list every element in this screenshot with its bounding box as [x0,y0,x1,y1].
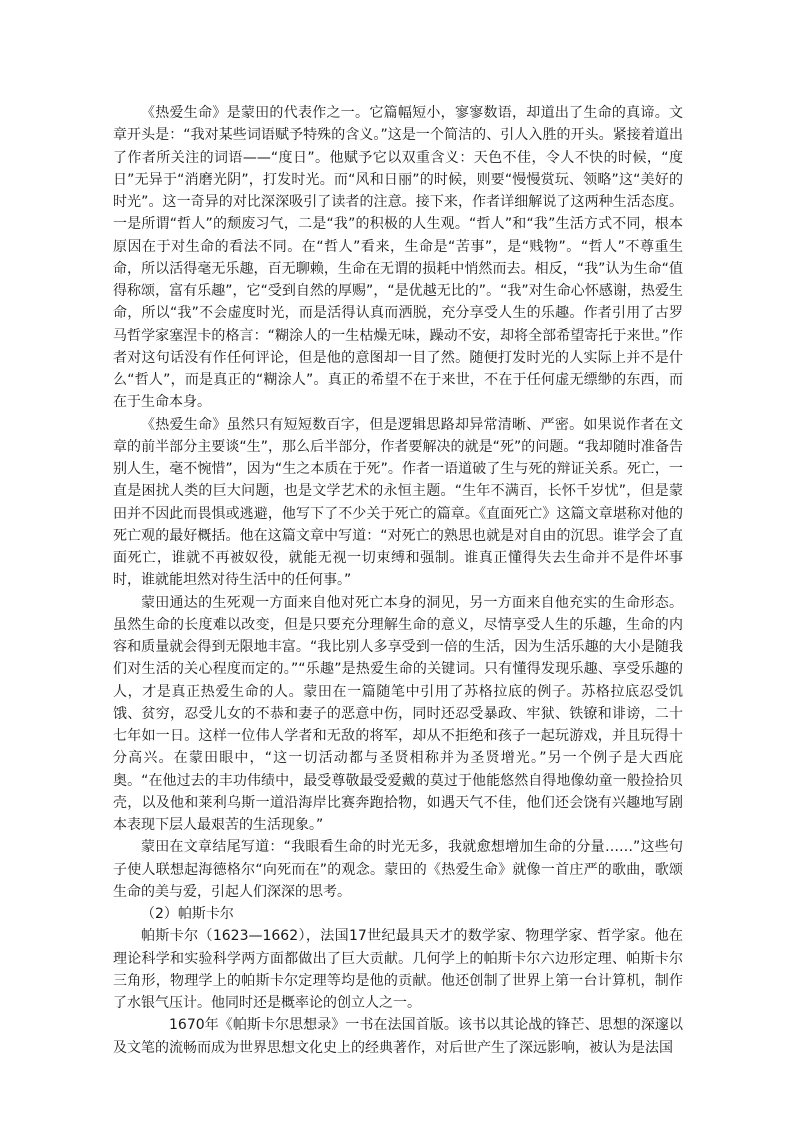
paragraph-rexiai-analysis-2: 《热爱生命》虽然只有短短数百字，但是逻辑思路却异常清晰、严密。如果说作者在文章的前半部分主要谈“生”，那么后半部分，作者要解决的就是“死”的问题。“我却随时准备告别人生，毫不惋惜”，因为“生之本质在于死”。作者一语道破了生与死的辩证关系。死亡，一直是困扰人类的巨大问题，也是文学艺术的永恒主题。“生年不满百，长怀千岁忧”，但是蒙田并不因此而畏惧或逃避，他写下了不少关于死亡的篇章。《直面死亡》这篇文章堪称对他的死亡观的最好概括。他在这篇文章中写道：“对死亡的熟思也就是对自由的沉思。谁学会了直面死亡，谁就不再被奴役，就能无视一切束缚和强制。谁真正懂得失去生命并不是件坏事时，谁就能坦然对待生活中的任何事。” [113,416,683,589]
paragraph-rexiai-analysis-1: 《热爱生命》是蒙田的代表作之一。它篇幅短小，寥寥数语，却道出了生命的真谛。文章开头是：“我对某些词语赋予特殊的含义。”这是一个简洁的、引人入胜的开头。紧接着道出了作者所关注的词语——“度日”。他赋予它以双重含义：天色不佳，令人不快的时候，“度日”无异于“消磨光阴”，打发时光。而“风和日丽”的时候，则要“慢慢赏玩、领略”这“美好的时光”。这一奇异的对比深深吸引了读者的注意。接下来，作者详细解说了这两种生活态度。一是所谓“哲人”的颓废习气，二是“我”的积极的人生观。“哲人”和“我”生活方式不同，根本原因在于对生命的看法不同。在“哲人”看来，生命是“苦事”，是“贱物”。“哲人”不尊重生命，所以活得毫无乐趣，百无聊赖，生命在无谓的损耗中悄然而去。相反，“我”认为生命“值得称颂，富有乐趣”，它“受到自然的厚赐”，“是优越无比的”。“我”对生命心怀感谢，热爱生命，所以“我”不会虚度时光，而是活得认真而洒脱，充分享受人生的乐趣。作者引用了古罗马哲学家塞涅卡的格言：“糊涂人的一生枯燥无味，躁动不安，却将全部希望寄托于来世。”作者对这句话没有作任何评论，但是他的意图却一目了然。随便打发时光的人实际上并不是什么“哲人”，而是真正的“糊涂人”。真正的希望不在于来世，不在于任何虚无缥缈的东西，而在于生命本身。 [113,105,683,411]
paragraph-pensees: 1670年《帕斯卡尔思想录》一书在法国首版。该书以其论战的锋芒、思想的深邃以及文笔的流畅而成为世界思想文化史上的经典著作，对后世产生了深远影响，被认为是法国 [113,1017,683,1056]
paragraph-rexiai-analysis-3: 蒙田通达的生死观一方面来自他对死亡本身的洞见，另一方面来自他充实的生命形态。虽然生命的长度难以改变，但是只要充分理解生命的意义，尽情享受人生的乐趣，生命的内容和质量就会得到无限地丰富。“我比别人多享受到一倍的生活，因为生活乐趣的大小是随我们对生活的关心程度而定的。”“乐趣”是热爱生命的关键词。只有懂得发现乐趣、享受乐趣的人，才是真正热爱生命的人。蒙田在一篇随笔中引用了苏格拉底的例子。苏格拉底忍受饥饿、贫穷，忍受儿女的不恭和妻子的恶意中伤，同时还忍受暴政、牢狱、铁镣和诽谤，二十七年如一日。这样一位伟人学者和无敌的将军，却从不拒绝和孩子一起玩游戏，并且玩得十分高兴。在蒙田眼中，“这一切活动都与圣贤相称并为圣贤增光。”另一个例子是大西庇奥。“在他过去的丰功伟绩中，最受尊敬最受爱戴的莫过于他能悠然自得地像幼童一般捡拾贝壳，以及他和莱利乌斯一道沿海岸比赛奔跑拾物，如遇天气不佳，他们还会饶有兴趣地写剧本表现下层人最艰苦的生活现象。” [113,594,683,833]
document-body [113,102,683,1059]
paragraph-pascal-bio: 帕斯卡尔（1623—1662），法国17世纪最具天才的数学家、物理学家、哲学家。他在理论科学和实验科学两方面都做出了巨大贡献。几何学上的帕斯卡尔六边形定理、帕斯卡尔三角形，物理学上的帕斯卡尔定理等均是他的贡献。他还创制了世界上第一台计算机，制作了水银气压计。他同时还是概率论的创立人之一。 [113,928,683,1011]
section-heading-pascal: （2）帕斯卡尔 [141,906,234,922]
paragraph-rexiai-analysis-4: 蒙田在文章结尾写道：“我眼看生命的时光无多，我就愈想增加生命的分量……”这些句子使人联想起海德格尔“向死而在”的观念。蒙田的《热爱生命》就像一首庄严的歌曲，歌颂生命的美与爱，引起人们深深的思考。 [113,839,683,900]
